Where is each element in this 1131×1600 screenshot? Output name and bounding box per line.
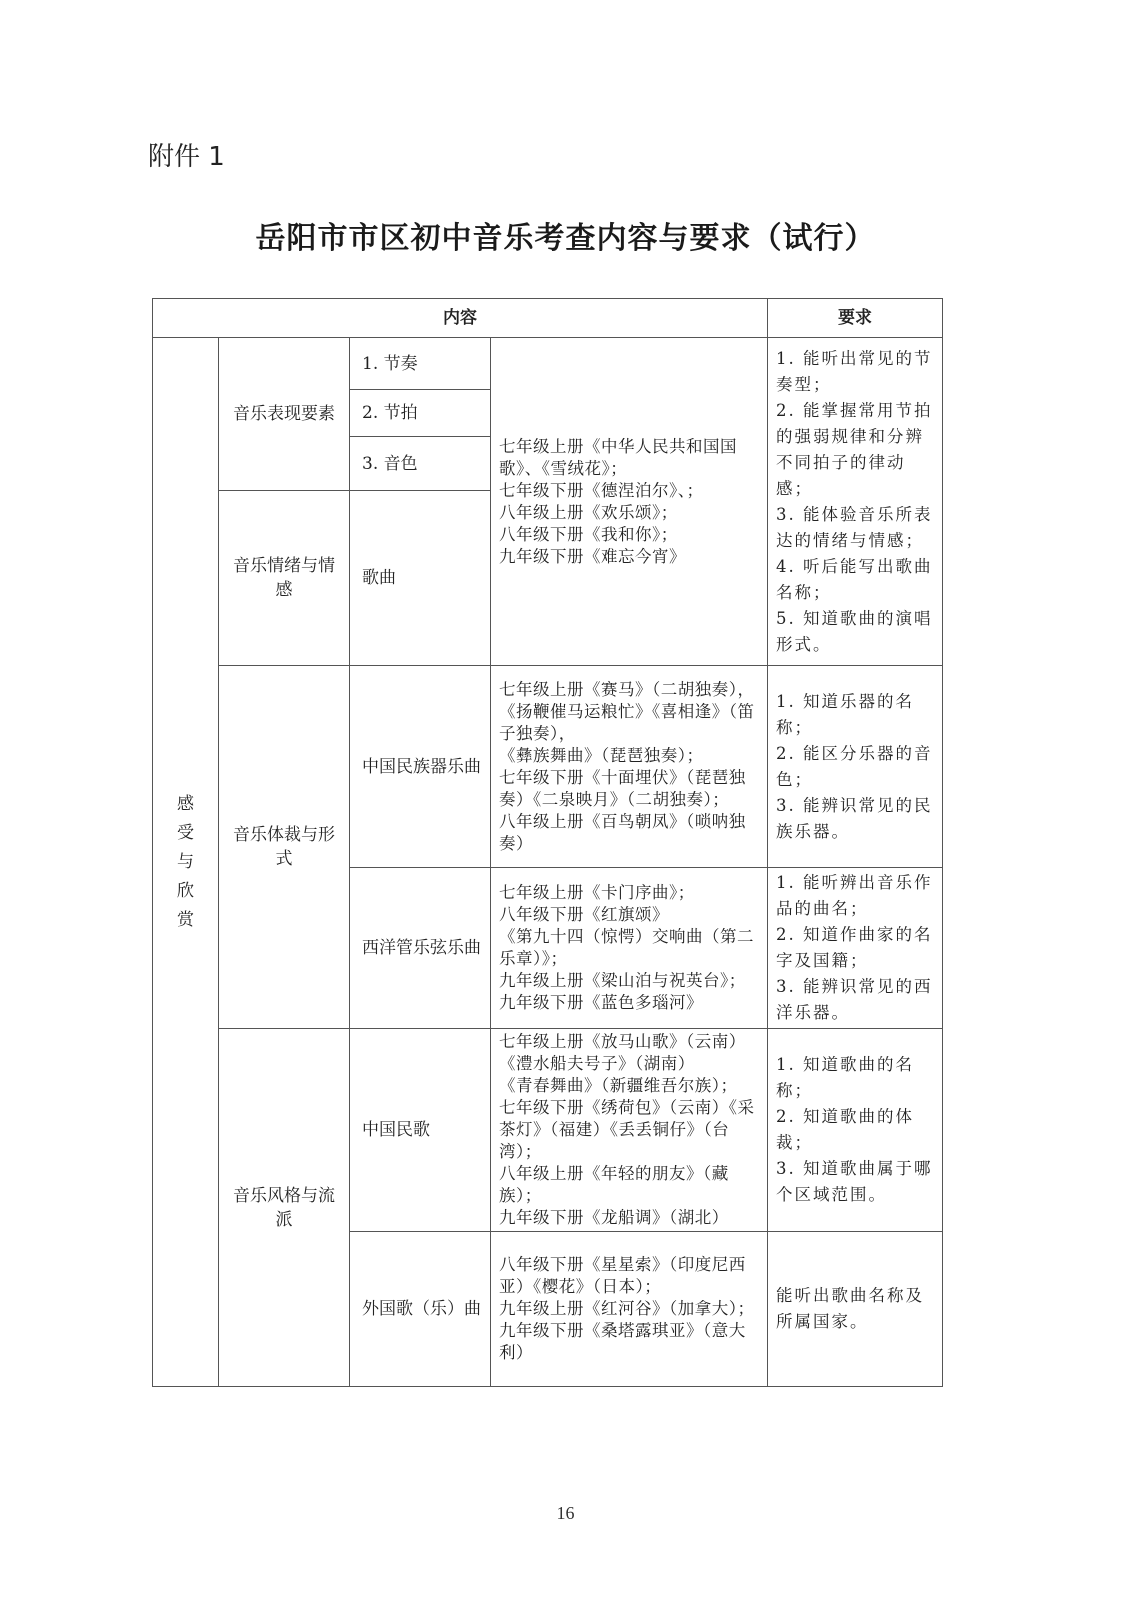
songs-cell [491,338,768,666]
song-line: 九年级下册《蓝色多瑙河》 [499,993,703,1012]
page-number: 16 [556,1503,575,1523]
song-line: 八年级上册《百鸟朝凤》（唢呐独奏） [499,811,746,853]
requirement-line: 2. 知道歌曲的体裁； [776,1107,914,1152]
song-line: 九年级下册《桑塔露琪亚》（意大利） [499,1321,746,1362]
songs-cell [491,1029,768,1232]
song-line: 《青春舞曲》（新疆维吾尔族）； [499,1076,738,1095]
category-char: 感 [177,793,194,814]
requirement-line: 1. 知道歌曲的名称； [776,1055,914,1100]
table-row [153,666,943,868]
requirement-cell [768,868,943,1029]
requirement-line: 5. 知道歌曲的演唱形式。 [776,608,933,654]
attachment-label: 附件 1 [148,142,225,172]
requirement-cell [768,666,943,868]
song-line: 九年级上册《梁山泊与祝英台》； [499,971,746,990]
song-line: 七年级上册《赛马》（二胡独奏），《扬鞭催马运粮忙》《喜相逢》（笛子独奏）， [499,679,755,743]
category-cell [153,338,219,1387]
song-line: 九年级下册《龙船调》（湖北） [499,1208,729,1227]
requirement-line: 能听出歌曲名称及所属国家。 [776,1286,924,1331]
item-cell: 2. 节拍 [350,390,491,437]
header-content: 内容 [153,299,768,338]
item-cell: 歌曲 [350,491,491,666]
song-line: 九年级下册《难忘今宵》 [499,546,686,566]
group-name: 音乐体裁与形式 [219,666,350,1029]
item-cell: 西洋管乐弦乐曲 [350,868,491,1029]
requirement-line: 3. 能辨识常见的西洋乐器。 [776,977,933,1022]
table-row [153,1029,943,1232]
song-line: 七年级上册《中华人民共和国国歌》、《雪绒花》； [499,436,737,478]
requirement-cell [768,1232,943,1387]
requirement-line: 2. 知道作曲家的名字及国籍； [776,925,933,970]
song-line: 《彝族舞曲》（琵琶独奏）； [499,745,704,765]
item-cell: 3. 音色 [350,437,491,491]
requirement-line: 1. 能听出常见的节奏型； [776,348,933,394]
item-cell: 外国歌（乐）曲 [350,1232,491,1387]
item-cell: 中国民歌 [350,1029,491,1232]
songs-cell [491,1232,768,1387]
song-line: 七年级上册《放马山歌》（云南）《澧水船夫号子》（湖南） [499,1032,746,1073]
table-header-row [153,299,943,338]
category-char: 欣 [177,880,194,901]
song-line: 七年级下册《十面埋伏》（琵琶独奏）《二泉映月》（二胡独奏）； [499,767,746,809]
category-char: 赏 [177,909,194,930]
category-char: 受 [177,822,194,843]
song-line: 八年级上册《年轻的朋友》（藏族）； [499,1164,729,1205]
song-line: 八年级下册《星星索》（印度尼西亚）《樱花》（日本）； [499,1255,746,1296]
requirement-line: 3. 知道歌曲属于哪个区域范围。 [776,1159,933,1204]
song-line: 七年级下册《德涅泊尔》、； [499,480,704,500]
table-row [153,338,943,390]
requirement-line: 2. 能掌握常用节拍的强弱规律和分辨不同拍子的律动感； [776,400,933,498]
requirement-cell [768,338,943,666]
group-name: 音乐表现要素 [219,338,350,491]
songs-cell [491,868,768,1029]
song-line: 九年级上册《红河谷》（加拿大）； [499,1299,755,1318]
song-line: 七年级上册《卡门序曲》； [499,883,695,902]
song-line: 八年级下册《红旗颂》 [499,905,669,924]
group-name: 音乐风格与流派 [219,1029,350,1387]
song-line: 七年级下册《绣荷包》（云南）《采茶灯》（福建）《丢丢铜仔》（台湾）； [499,1098,755,1161]
requirement-line: 2. 能区分乐器的音色； [776,743,933,789]
requirement-line: 1. 知道乐器的名称； [776,691,914,737]
category-char: 与 [177,851,194,872]
group-name: 音乐情绪与情感 [219,491,350,666]
songs-cell [491,666,768,868]
item-cell: 1. 节奏 [350,338,491,390]
page-title: 岳阳市市区初中音乐考查内容与要求（试行） [255,221,876,256]
curriculum-table [152,298,943,1387]
item-cell: 中国民族器乐曲 [350,666,491,868]
requirement-line: 3. 能辨识常见的民族乐器。 [776,795,933,841]
song-line: 《第九十四（惊愕）交响曲（第二乐章）》； [499,927,754,968]
requirement-line: 3. 能体验音乐所表达的情绪与情感； [776,504,933,550]
requirement-line: 1. 能听辨出音乐作品的曲名； [776,873,933,918]
song-line: 八年级上册《欢乐颂》； [499,502,678,522]
requirement-line: 4. 听后能写出歌曲名称； [776,556,933,602]
requirement-cell [768,1029,943,1232]
song-line: 八年级下册《我和你》； [499,524,678,544]
header-requirement: 要求 [768,299,943,338]
